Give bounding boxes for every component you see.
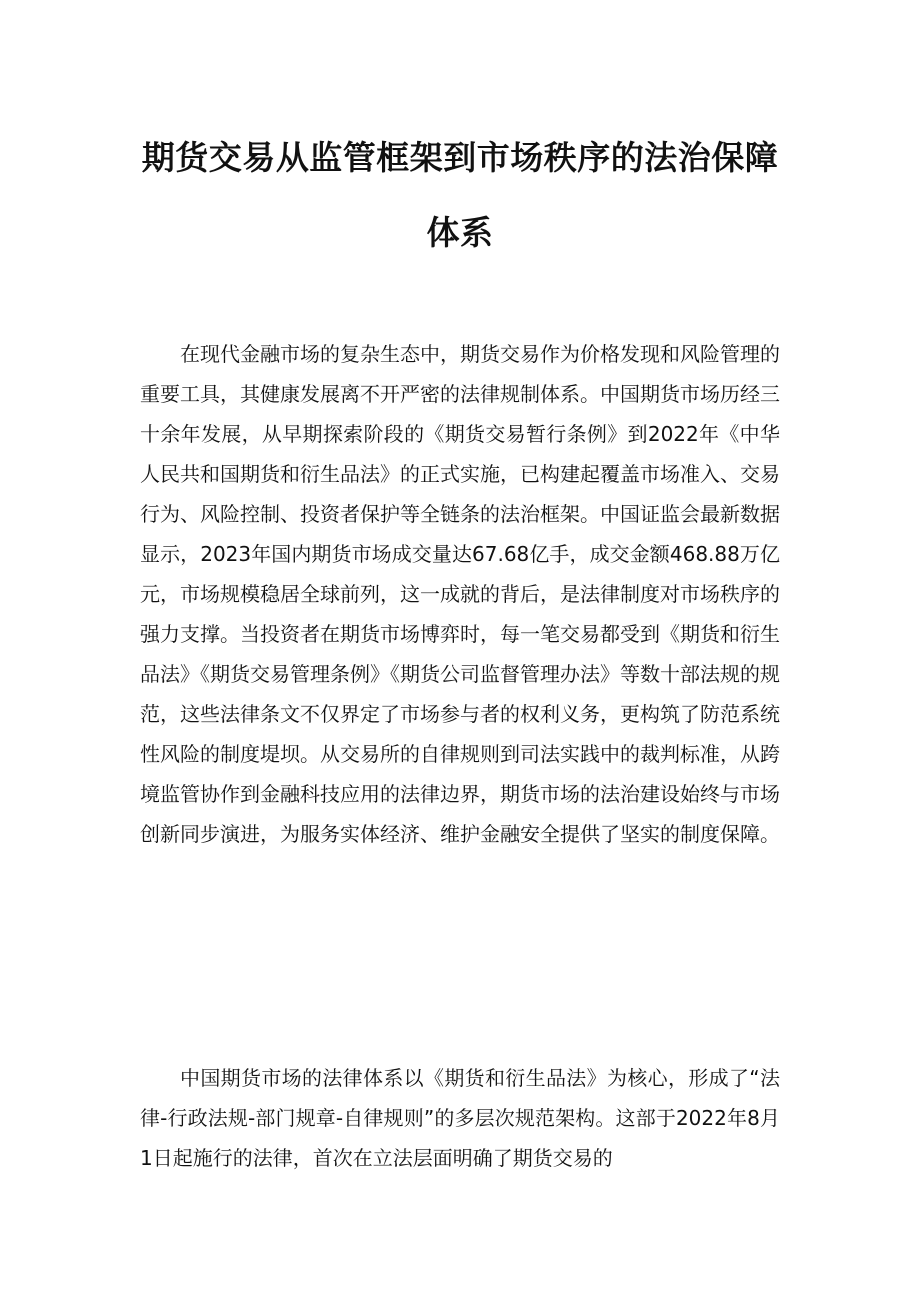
document-title: 期货交易从监管框架到市场秩序的法治保障体系: [141, 138, 779, 252]
body-paragraph-legal-system: 中国期货市场的法律体系以《期货和衍生品法》为核心，形成了“法律-行政法规-部门规章-自律规则”的多层次规范架构。这部于2022年8月1日起施行的法律，首次在立法层面明确了期货交易的: [140, 1066, 780, 1170]
body-paragraph-intro: 在现代金融市场的复杂生态中，期货交易作为价格发现和风险管理的重要工具，其健康发展离不开严密的法律规制体系。中国期货市场历经三十余年发展，从早期探索阶段的《期货交易暂行条例》到2022年《中华人民共和国期货和衍生品法》的正式实施，已构建起覆盖市场准入、交易行为、风险控制、投资者保护等全链条的法治框架。中国证监会最新数据显示，2023年国内期货市场成交量达67.68亿手，成交金额468.88万亿元，市场规模稳居全球前列，这一成就的背后，是法律制度对市场秩序的强力支撑。当投资者在期货市场博弈时，每一笔交易都受到《期货和衍生品法》《期货交易管理条例》《期货公司监督管理办法》等数十部法规的规范，这些法律条文不仅界定了市场参与者的权利义务，更构筑了防范系统性风险的制度堤坝。从交易所的自律规则到司法实践中的裁判标准，从跨境监管协作到金融科技应用的法律边界，期货市场的法治建设始终与市场创新同步演进，为服务实体经济、维护金融安全提供了坚实的制度保障。: [140, 342, 780, 846]
